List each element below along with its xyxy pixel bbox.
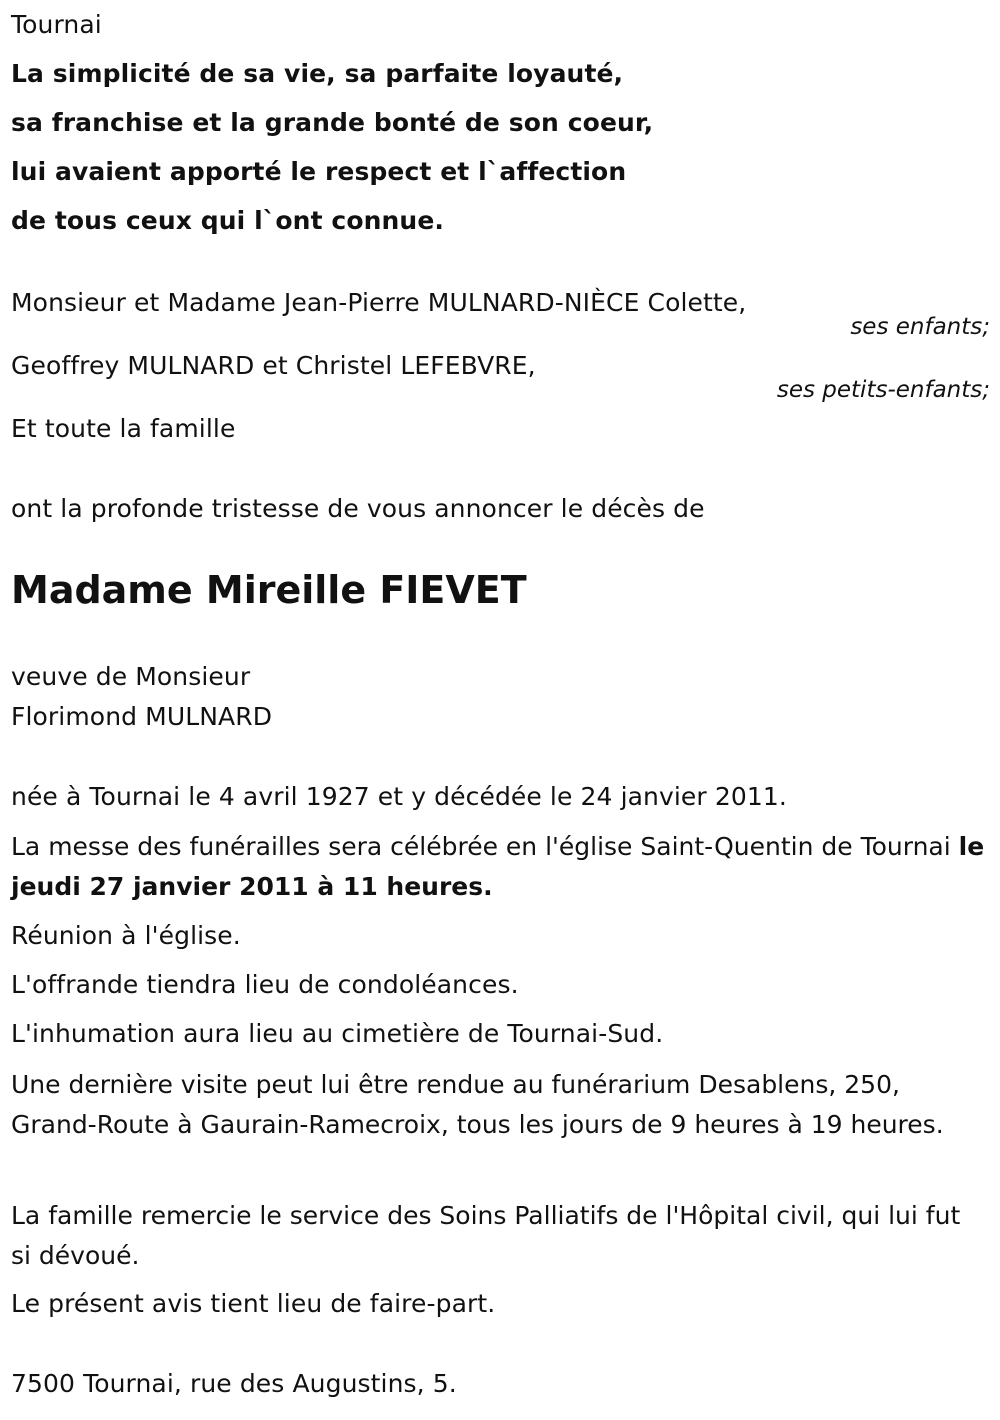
meeting: Réunion à l'église. bbox=[11, 921, 241, 950]
funeral-info bbox=[11, 827, 986, 907]
offering: L'offrande tiendra lieu de condoléances. bbox=[11, 970, 519, 999]
quote-line: de tous ceux qui l`ont connue. bbox=[11, 206, 444, 235]
deceased-name: Madame Mireille FIEVET bbox=[11, 568, 527, 612]
quote-line: La simplicité de sa vie, sa parfaite loyauté, bbox=[11, 59, 624, 88]
thanks: La famille remercie le service des Soins Palliatifs de l'Hôpital civil, qui lui fut si dévoué. bbox=[11, 1201, 961, 1270]
funeral-date: le jeudi 27 janvier 2011 à 11 heures. bbox=[11, 832, 985, 901]
grandchildren-names: Geoffrey MULNARD et Christel LEFEBVRE, bbox=[11, 351, 536, 380]
widow-line-2: Florimond MULNARD bbox=[11, 702, 273, 731]
quote-line: lui avaient apporté le respect et l`affection bbox=[11, 157, 627, 186]
notice: Le présent avis tient lieu de faire-part. bbox=[11, 1289, 496, 1318]
announcement: ont la profonde tristesse de vous annoncer le décès de bbox=[11, 494, 705, 523]
grandchildren-role: ses petits-enfants; bbox=[776, 377, 990, 403]
visit-info: Une dernière visite peut lui être rendue au funérarium Desablens, 250, Grand-Route à Gaurain-Ramecroix, tous les jours de 9 heures à 19 heures. bbox=[11, 1070, 944, 1139]
birth-death: née à Tournai le 4 avril 1927 et y décédée le 24 janvier 2011. bbox=[11, 782, 787, 811]
children-role: ses enfants; bbox=[850, 314, 990, 340]
widow-line-1: veuve de Monsieur bbox=[11, 662, 251, 691]
quote-line: sa franchise et la grande bonté de son coeur, bbox=[11, 108, 654, 137]
address: 7500 Tournai, rue des Augustins, 5. bbox=[11, 1369, 457, 1398]
location-header: Tournai bbox=[11, 10, 102, 39]
family-others: Et toute la famille bbox=[11, 414, 236, 443]
burial: L'inhumation aura lieu au cimetière de Tournai-Sud. bbox=[11, 1019, 664, 1048]
funeral-text: La messe des funérailles sera célébrée en l'église Saint-Quentin de Tournai bbox=[11, 832, 959, 861]
children-names: Monsieur et Madame Jean-Pierre MULNARD-NIÈCE Colette, bbox=[11, 288, 747, 317]
